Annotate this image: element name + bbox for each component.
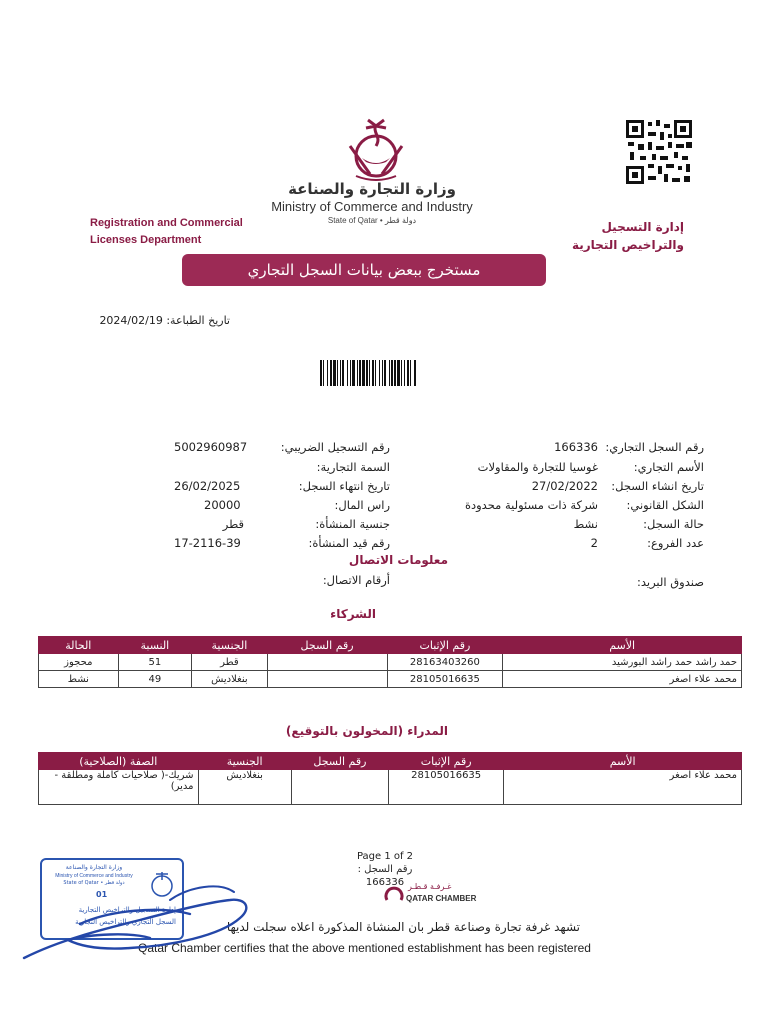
certification-english: Qatar Chamber certifies that the above mentioned establishment has been registered: [138, 941, 591, 955]
department-english-line2: Licenses Department: [90, 234, 202, 246]
tax-number-value: 5002960987: [174, 440, 248, 454]
partner-id: 28105016635: [387, 671, 503, 688]
certification-arabic: تشهد غرفة تجارة وصناعة قطر بان المنشاة المذكورة اعلاه سجلت لديها: [226, 920, 580, 934]
print-date-value: 2024/02/19: [99, 314, 163, 327]
chamber-name-arabic: غـرفـة قـطـر: [408, 882, 452, 891]
partner-status: محجوز: [39, 654, 119, 671]
managers-header-nationality: الجنسية: [198, 753, 291, 770]
print-date-label: تاريخ الطباعة:: [166, 314, 230, 327]
partner-nationality: بنغلاديش: [192, 671, 268, 688]
partners-header-cr: رقم السجل: [267, 637, 387, 654]
print-date: [60, 314, 230, 327]
partners-table: [38, 636, 742, 688]
ministry-name-arabic: وزارة التجارة والصناعة: [288, 180, 456, 198]
department-english: [90, 215, 270, 249]
partner-nationality: قطر: [192, 654, 268, 671]
stamp-line5: السجل التجاري والتراخيص التجارية: [75, 918, 176, 926]
ministry-name-english: Ministry of Commerce and Industry: [271, 199, 473, 214]
stamp-code: 01: [96, 890, 108, 899]
cr-expiry-date-value: 26/02/2025: [174, 479, 241, 493]
qatar-chamber-icon: [384, 884, 404, 904]
table-row: [39, 671, 742, 688]
stamp-line1: وزارة التجارة والصناعة: [65, 864, 123, 871]
document-title-banner: مستخرج ببعض بيانات السجل التجاري: [182, 254, 546, 286]
cr-number-value: 166336: [554, 440, 598, 454]
establishment-id-label: رقم قيد المنشأة:: [308, 536, 390, 550]
managers-header-row: [39, 753, 742, 770]
managers-header-cr: رقم السجل: [291, 753, 388, 770]
cr-status-label: حالة السجل:: [643, 517, 704, 531]
footer-cr-value: 166336: [365, 877, 405, 888]
trade-name-value: غوسيا للتجارة والمقاولات: [477, 460, 598, 474]
managers-header-name: الأسم: [504, 753, 742, 770]
capital-value: 20000: [204, 498, 241, 512]
managers-header-role: الصفة (الصلاحية): [39, 753, 199, 770]
managers-section-title: المدراء (المخولون بالتوقيع): [285, 724, 448, 738]
partner-cr: [267, 654, 387, 671]
department-english-line1: Registration and Commercial: [90, 217, 243, 229]
cr-creation-date-value: 27/02/2022: [531, 479, 598, 493]
partner-name: حمد راشد حمد راشد البورشيد: [503, 654, 742, 671]
department-arabic-line1: إدارة التسجيل: [601, 220, 684, 234]
partner-cr: [267, 671, 387, 688]
partners-header-id: رقم الإثبات: [387, 637, 503, 654]
qatar-emblem-logo: [342, 116, 410, 184]
signature: [20, 880, 260, 964]
establishment-nationality-value: قطر: [222, 517, 244, 531]
table-row: [39, 654, 742, 671]
page-number: Page 1 of 2: [356, 851, 414, 862]
partners-header-name: الأسم: [503, 637, 742, 654]
manager-id: 28105016635: [389, 770, 504, 805]
manager-nationality: بنغلاديش: [198, 770, 291, 805]
manager-name: محمد علاء اصغر: [504, 770, 742, 805]
partner-share: 49: [118, 671, 192, 688]
partners-header-share: النسبة: [118, 637, 192, 654]
cr-expiry-date-label: تاريخ انتهاء السجل:: [298, 479, 390, 493]
branches-count-label: عدد الفروع:: [647, 536, 704, 550]
partner-share: 51: [118, 654, 192, 671]
managers-table: [38, 752, 742, 805]
po-box-label: صندوق البريد:: [636, 575, 704, 589]
branches-count-value: 2: [590, 536, 598, 550]
establishment-nationality-label: جنسية المنشأة:: [315, 517, 390, 531]
qatar-chamber-logo: [384, 880, 484, 910]
cr-status-value: نشط: [573, 517, 598, 531]
partners-header-row: [39, 637, 742, 654]
partners-header-nationality: الجنسية: [192, 637, 268, 654]
partners-section-title: الشركاء: [330, 607, 376, 621]
cr-creation-date-label: تاريخ انشاء السجل:: [611, 479, 704, 493]
partner-status: نشط: [39, 671, 119, 688]
manager-role: شريك-( صلاحيات كاملة ومطلقة - مدير): [39, 770, 199, 805]
table-row: [39, 770, 742, 805]
trade-name-label: الأسم التجاري:: [633, 460, 704, 474]
department-arabic: [560, 218, 684, 254]
partners-header-status: الحالة: [39, 637, 119, 654]
manager-cr: [291, 770, 388, 805]
footer-cr-label: رقم السجل :: [357, 864, 413, 875]
barcode: [320, 360, 458, 386]
capital-label: راس المال:: [334, 498, 390, 512]
partner-id: 28163403260: [387, 654, 503, 671]
phones-label: أرقام الاتصال:: [322, 573, 390, 587]
contact-section-title: معلومات الاتصال: [348, 553, 448, 567]
cr-number-label: رقم السجل التجاري:: [605, 440, 704, 454]
stamp-line2: Ministry of Commerce and Industry: [55, 873, 133, 879]
tax-number-label: رقم التسجيل الضريبي:: [280, 440, 390, 454]
legal-form-label: الشكل القانوني:: [626, 498, 704, 512]
partner-name: محمد علاء اصغر: [503, 671, 742, 688]
state-line: State of Qatar • دولة قطر: [327, 216, 417, 225]
trade-mark-label: السمة التجارية:: [316, 460, 390, 474]
qr-code: [626, 120, 692, 184]
managers-header-id: رقم الإثبات: [389, 753, 504, 770]
chamber-name-english: QATAR CHAMBER: [406, 894, 477, 903]
legal-form-value: شركة ذات مسئولية محدودة: [464, 498, 598, 512]
stamp-line4: إدارة التسجيل والتراخيص التجارية: [78, 906, 176, 914]
department-arabic-line2: والتراخيص التجارية: [571, 238, 684, 252]
stamp-line3: State of Qatar • دولة قطر: [63, 880, 125, 886]
establishment-id-value: 17-2116-39: [174, 536, 241, 550]
